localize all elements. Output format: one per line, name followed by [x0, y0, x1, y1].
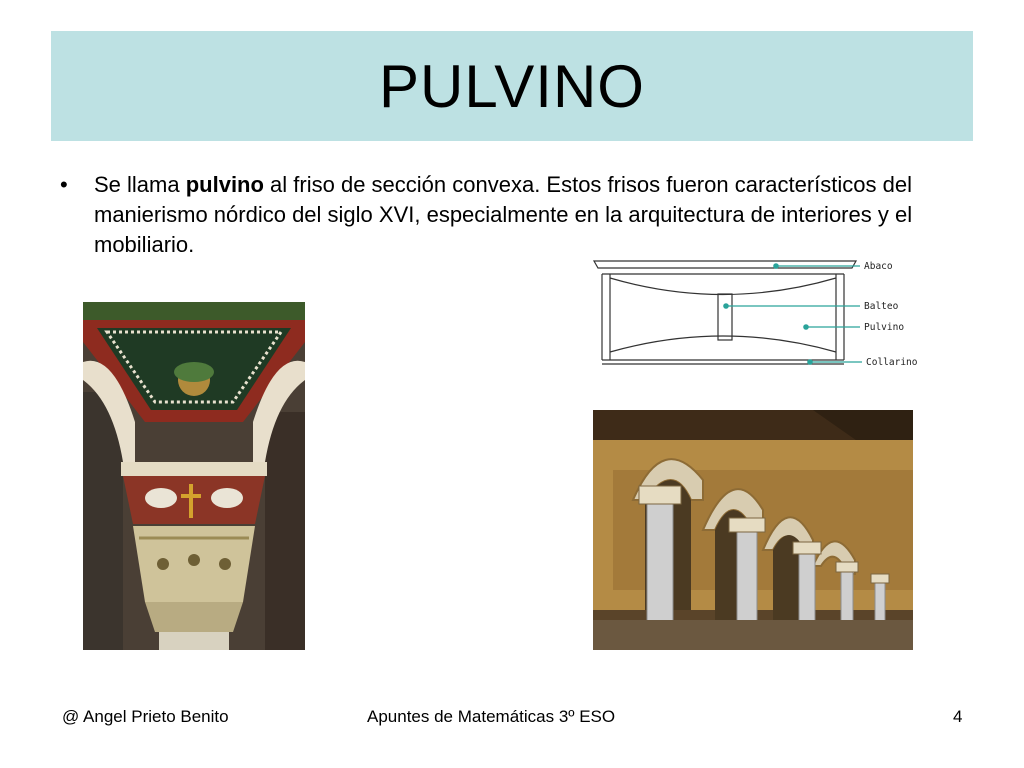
bullet-suffix: al friso de sección convexa. Estos frisos fueron característicos del manierismo nórdico del siglo XVI, especialmente en la arquitectura de interiores y el mobiliario.	[94, 172, 913, 257]
bullet-item	[60, 170, 960, 260]
arcade-photo	[593, 410, 913, 650]
footer-course: Apuntes de Matemáticas 3º ESO	[367, 707, 616, 726]
footer-author: @ Angel Prieto Benito	[62, 707, 229, 726]
pulvino-diagram	[590, 256, 930, 374]
label-abaco: Abaco	[864, 261, 893, 272]
title-bar	[51, 31, 973, 141]
bullet-marker: •	[60, 172, 68, 197]
footer-page-number: 4	[953, 707, 963, 726]
label-pulvino: Pulvino	[864, 322, 905, 333]
bullet-bold-term: pulvino	[185, 172, 264, 197]
label-collarino: Collarino	[866, 357, 918, 368]
balteo-shape	[718, 294, 732, 340]
bullet-prefix: Se llama	[94, 172, 186, 197]
pulvino-top-curve	[610, 278, 836, 295]
slide-title: PULVINO	[379, 52, 645, 120]
capital-photo	[83, 302, 305, 650]
abaco-shape	[594, 261, 856, 268]
label-balteo: Balteo	[864, 301, 899, 312]
bullet-text	[94, 170, 960, 260]
pulvino-bottom-curve	[610, 336, 836, 352]
